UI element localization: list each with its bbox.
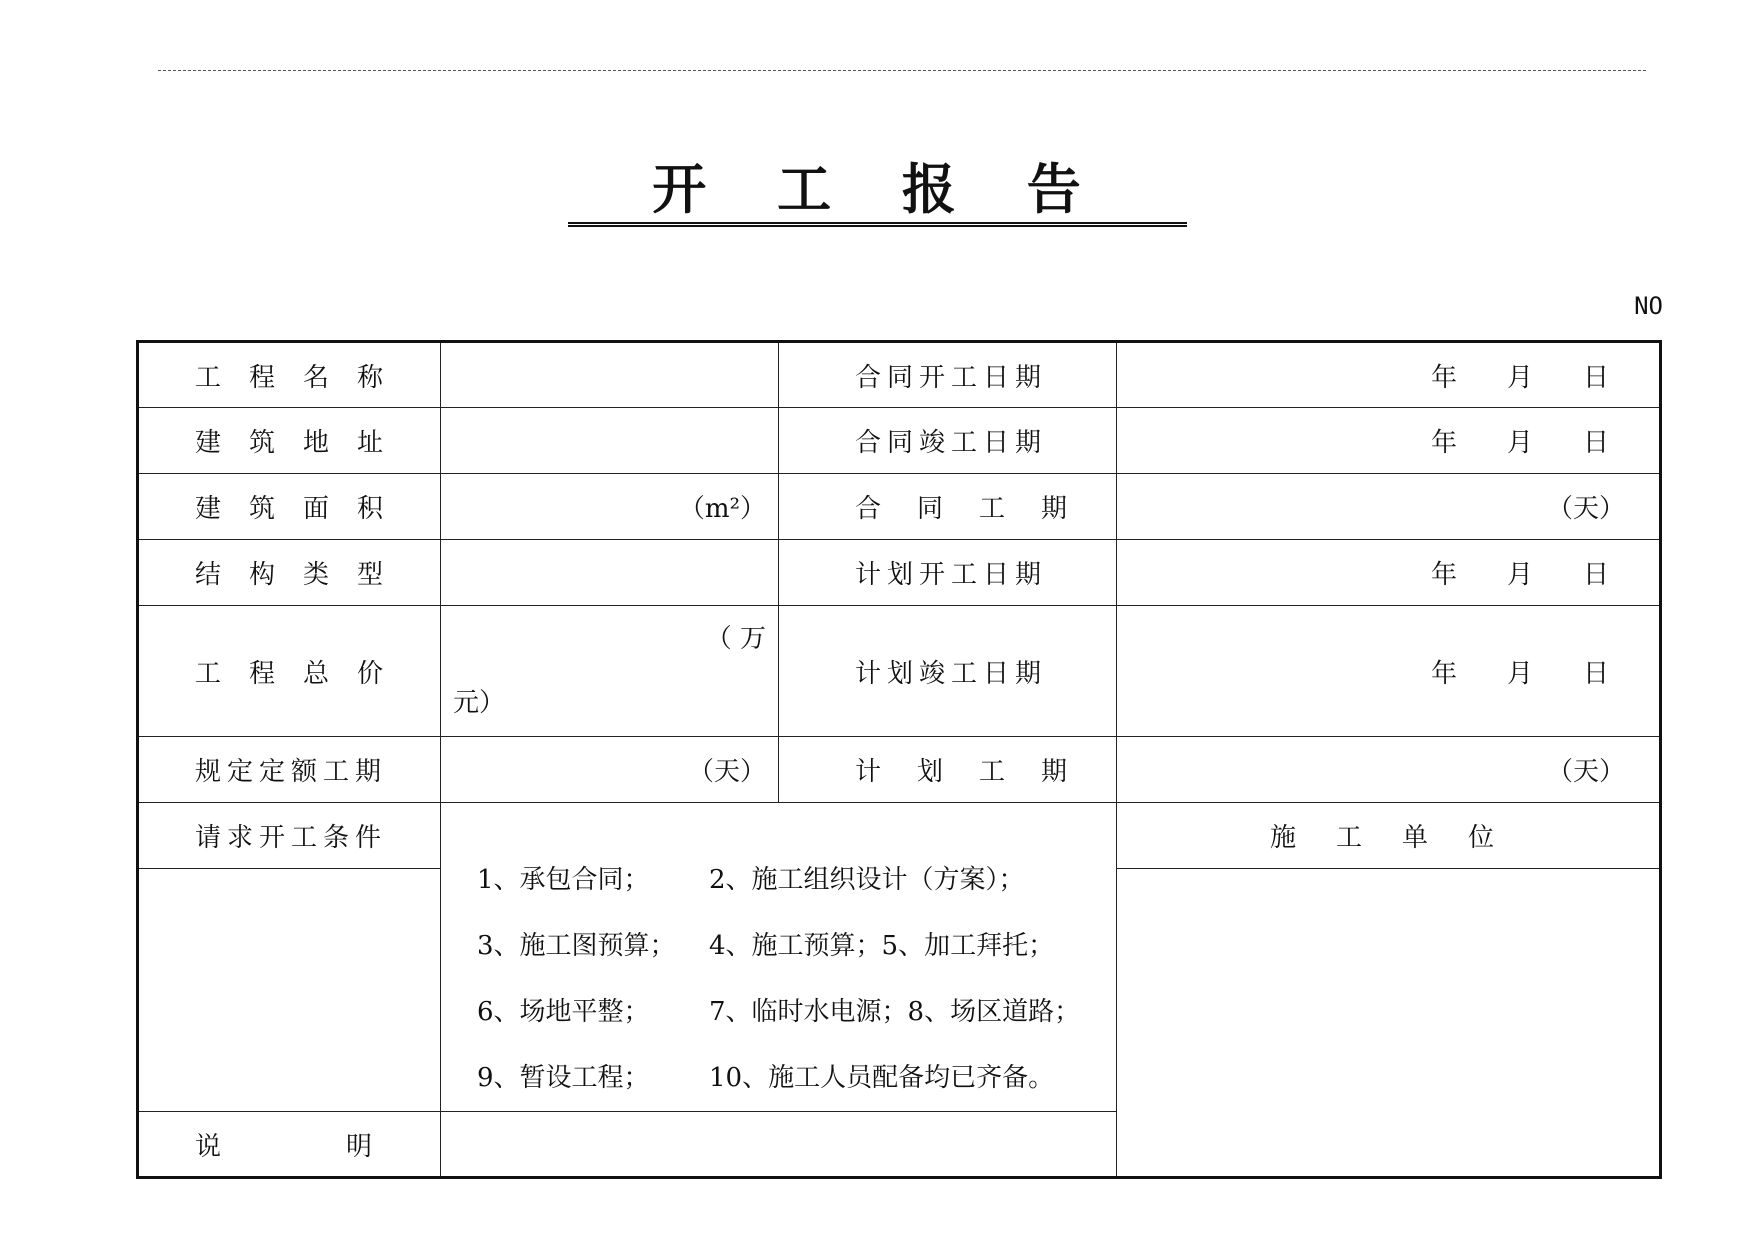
page-title <box>0 158 1755 227</box>
top-dashed-divider <box>158 70 1646 71</box>
year-label: 年 <box>1430 658 1457 689</box>
day-label: 日 <box>1582 428 1609 458</box>
day-label: 日 <box>1582 362 1609 393</box>
remarks-field[interactable] <box>441 1112 1117 1178</box>
form-row-area <box>138 474 1661 540</box>
start-report-form <box>136 340 1662 1179</box>
plan-start-date-label: 计划开工日期 <box>779 540 1117 606</box>
total-price-field[interactable] <box>441 606 779 737</box>
days-unit: （天） <box>1546 494 1625 524</box>
plan-period-field[interactable] <box>1117 737 1661 803</box>
days-unit: （天） <box>687 757 766 787</box>
month-label: 月 <box>1506 658 1533 689</box>
project-name-label: 工程名称 <box>138 342 441 408</box>
remarks-label-part-a: 说 <box>195 1131 222 1162</box>
address-label: 建筑地址 <box>138 408 441 474</box>
conditions-line-1 <box>477 847 1116 913</box>
condition-item: 10、施工人员配备均已齐备。 <box>709 1063 1055 1093</box>
area-field[interactable] <box>441 474 779 540</box>
conditions-line-2 <box>477 913 1116 979</box>
contract-period-label: 合同工期 <box>779 474 1117 540</box>
plan-period-label: 计划工期 <box>779 737 1117 803</box>
page-title-text: 开 工 报 告 <box>568 158 1186 227</box>
address-field[interactable] <box>441 408 779 474</box>
structure-type-label: 结构类型 <box>138 540 441 606</box>
quota-period-label: 规定定额工期 <box>138 737 441 803</box>
conditions-note-field[interactable] <box>138 869 441 1112</box>
quota-period-field[interactable] <box>441 737 779 803</box>
document-number-label: NO <box>1634 292 1663 320</box>
contract-period-field[interactable] <box>1117 474 1661 540</box>
conditions-list <box>441 803 1117 1112</box>
condition-item: 7、临时水电源；8、场区道路； <box>709 997 1081 1027</box>
condition-item: 3、施工图预算； <box>477 931 676 961</box>
year-label: 年 <box>1430 362 1457 393</box>
area-label: 建筑面积 <box>138 474 441 540</box>
area-unit: （m²） <box>678 494 766 524</box>
month-label: 月 <box>1506 362 1533 393</box>
condition-item: 9、暂设工程； <box>477 1063 650 1093</box>
plan-finish-date-field[interactable] <box>1117 606 1661 737</box>
month-label: 月 <box>1506 560 1533 590</box>
form-row-structure <box>138 540 1661 606</box>
contract-finish-date-field[interactable] <box>1117 408 1661 474</box>
year-label: 年 <box>1430 428 1457 458</box>
plan-finish-date-label: 计划竣工日期 <box>779 606 1117 737</box>
condition-item: 6、场地平整； <box>477 997 650 1027</box>
remarks-label <box>138 1112 441 1178</box>
day-label: 日 <box>1582 560 1609 590</box>
days-unit: （天） <box>1546 757 1625 787</box>
form-row-conditions-header <box>138 803 1661 869</box>
conditions-line-4 <box>477 1045 1116 1111</box>
contract-start-date-label: 合同开工日期 <box>779 342 1117 408</box>
plan-start-date-field[interactable] <box>1117 540 1661 606</box>
form-row-total-price <box>138 606 1661 737</box>
conditions-label: 请求开工条件 <box>138 803 441 869</box>
year-label: 年 <box>1430 560 1457 590</box>
form-row-project-name <box>138 342 1661 408</box>
form-row-address <box>138 408 1661 474</box>
total-price-label: 工程总价 <box>138 606 441 737</box>
contract-finish-date-label: 合同竣工日期 <box>779 408 1117 474</box>
condition-item: 4、施工预算；5、加工拜托； <box>709 931 1055 961</box>
construction-unit-label: 施工单位 <box>1117 803 1661 869</box>
contract-start-date-field[interactable] <box>1117 342 1661 408</box>
remarks-label-part-b: 明 <box>345 1131 372 1162</box>
conditions-line-3 <box>477 979 1116 1045</box>
day-label: 日 <box>1582 658 1609 689</box>
price-unit-part-a: （ 万 <box>705 624 766 654</box>
condition-item: 2、施工组织设计（方案）； <box>709 865 1025 895</box>
project-name-field[interactable] <box>441 342 779 408</box>
condition-item: 1、承包合同； <box>477 865 650 895</box>
construction-unit-field[interactable] <box>1117 869 1661 1178</box>
month-label: 月 <box>1506 428 1533 458</box>
structure-type-field[interactable] <box>441 540 779 606</box>
form-row-quota-period <box>138 737 1661 803</box>
price-unit-part-b: 元） <box>453 688 506 718</box>
